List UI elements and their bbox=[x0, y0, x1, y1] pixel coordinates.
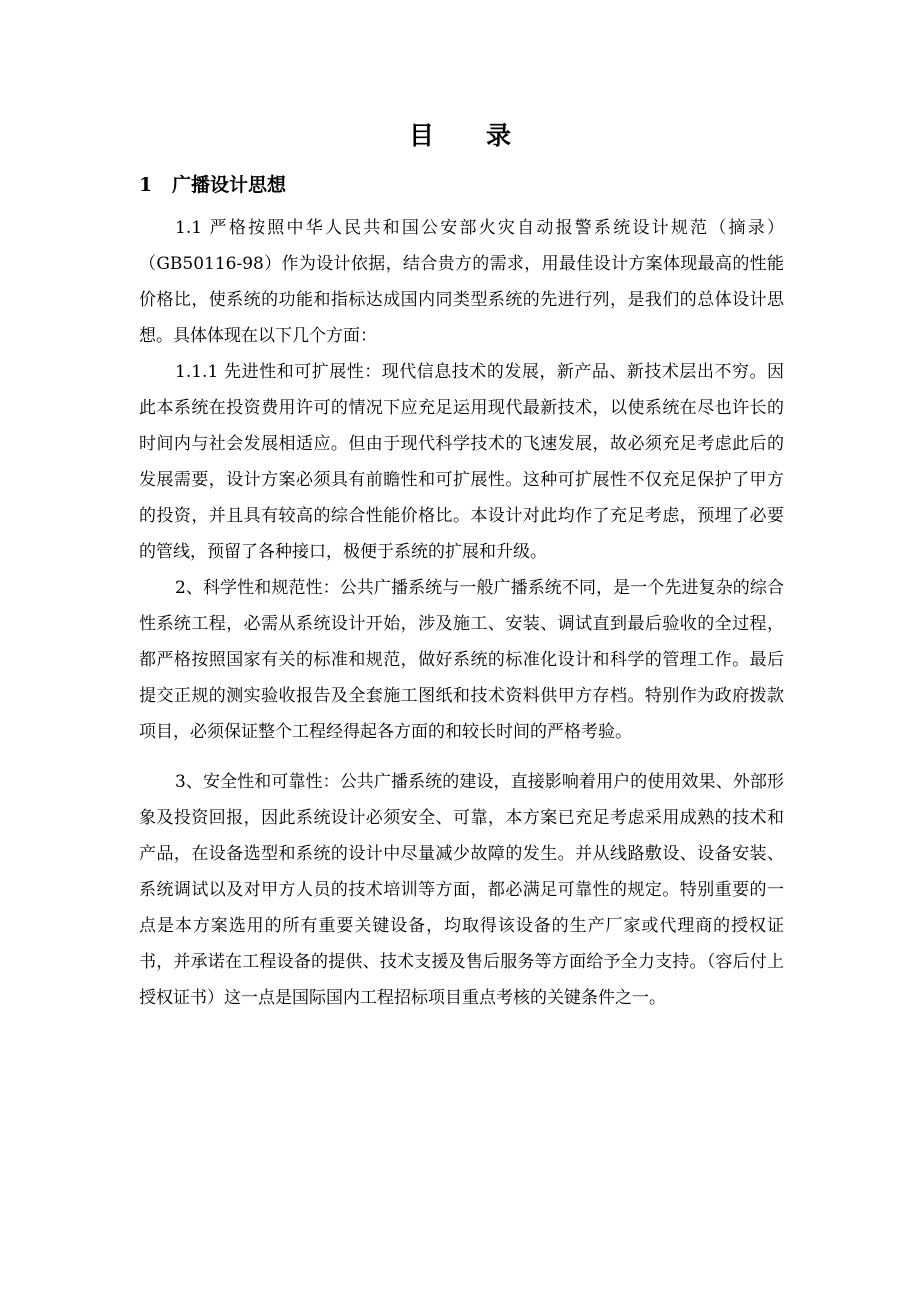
document-body bbox=[139, 210, 784, 1016]
paragraph-1-1-1: 1.1.1 先进性和可扩展性：现代信息技术的发展，新产品、新技术层出不穷。因此本系统在投资费用许可的情况下应充足运用现代最新技术，以使系统在尽也许长的时间内与社会发展相适应。但由于现代科学技术的飞速发展，故必须充足考虑此后的发展需要，设计方案必须具有前瞻性和可扩展性。这种可扩展性不仅充足保护了甲方的投资，并且具有较高的综合性能价格比。本设计对此均作了充足考虑，预埋了必要的管线，预留了各种接口，极便于系统的扩展和升级。 bbox=[139, 362, 784, 562]
section-title: 广播设计思想 bbox=[172, 174, 287, 196]
paragraph-2: 2、科学性和规范性：公共广播系统与一般广播系统不同，是一个先进复杂的综合性系统工程，必需从系统设计开始，涉及施工、安装、调试直到最后验收的全过程，都严格按照国家有关的标准和规范，做好系统的标准化设计和科学的管理工作。最后提交正规的测实验收报告及全套施工图纸和技术资料供甲方存档。特别作为政府拨款项目，必须保证整个工程经得起各方面的和较长时间的严格考验。 bbox=[139, 578, 784, 742]
document-title: 目录 bbox=[408, 121, 563, 150]
section-number: 1 bbox=[139, 174, 153, 196]
paragraph-1-1: 1.1 严格按照中华人民共和国公安部火灾自动报警系统设计规范（摘录）（GB50116-98）作为设计依据，结合贵方的需求，用最佳设计方案体现最高的性能价格比，使系统的功能和指标达成国内同类型系统的先进行列，是我们的总体设计思想。具体体现在以下几个方面： bbox=[139, 218, 784, 346]
section-heading bbox=[139, 170, 286, 200]
paragraph-3: 3、安全性和可靠性：公共广播系统的建设，直接影响着用户的使用效果、外部形象及投资回报，因此系统设计必须安全、可靠，本方案已充足考虑采用成熟的技术和产品，在设备选型和系统的设计中尽量减少故障的发生。并从线路敷设、设备安装、系统调试以及对甲方人员的技术培训等方面，都必满足可靠性的规定。特别重要的一点是本方案选用的所有重要关键设备，均取得该设备的生产厂家或代理商的授权证书，并承诺在工程设备的提供、技术支援及售后服务等方面给予全力支持。（容后付上授权证书）这一点是国际国内工程招标项目重点考核的关键条件之一。 bbox=[139, 772, 784, 1008]
